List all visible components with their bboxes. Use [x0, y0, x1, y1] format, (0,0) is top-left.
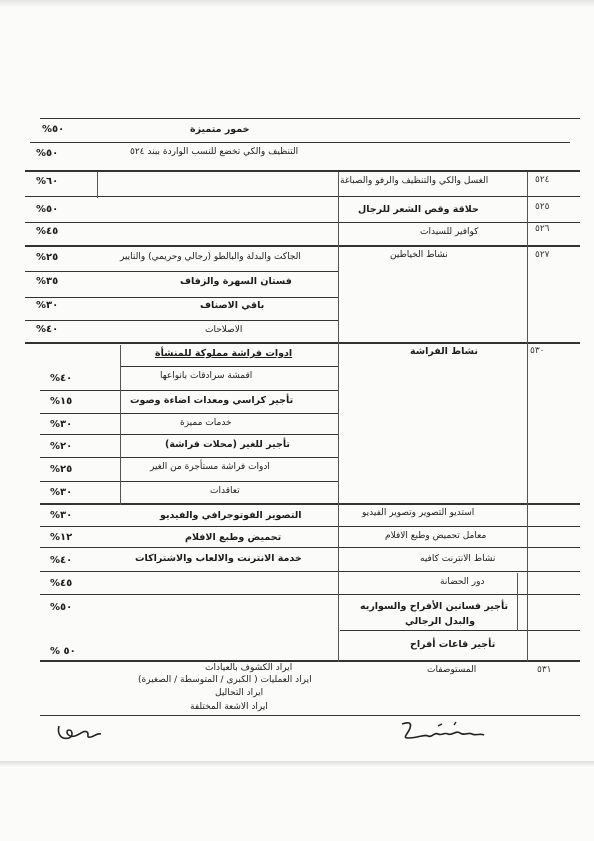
section-title: المستوصفات: [427, 665, 477, 675]
section-title: نشاط الفراشة: [410, 346, 478, 357]
row-activity: خدمات مميزة: [180, 418, 232, 428]
row-pct: %٥٠: [50, 602, 73, 613]
section-title: تأجير فساتين الأفراح والسواريه: [360, 601, 509, 612]
row-border: [40, 503, 580, 505]
row-activity: تحميض وطبع الافلام: [185, 532, 282, 543]
section-title: تأجير قاعات أفراح: [410, 639, 496, 650]
column-divider: [120, 345, 121, 505]
detail-line: ايراد الكشوف بالعيادات: [205, 663, 293, 673]
row-border: [340, 630, 580, 631]
row-pct: %٣٥: [36, 276, 59, 287]
row-pct: %٥٠: [36, 148, 59, 159]
row-pct: %٣٠: [50, 419, 73, 430]
scan-top-edge: [0, 0, 594, 8]
section-title: معامل تحميض وطبع الافلام: [385, 531, 487, 541]
row-pct: %٤٠: [50, 373, 73, 384]
row-activity: خمور متميزة: [190, 124, 250, 135]
row-border: [25, 170, 580, 172]
activity-code: ٥٢٤: [535, 175, 550, 185]
column-divider: [97, 172, 98, 198]
row-activity: حلاقة وقص الشعر للرجال: [358, 204, 479, 215]
row-activity: الغسل والكي والتنظيف والرفو والصباغة: [340, 176, 489, 186]
row-activity: تأجير كراسي ومعدات اضاءة وصوت: [130, 395, 294, 406]
row-border: [25, 196, 580, 197]
activity-code: ٥٢٧: [535, 250, 550, 260]
row-border: [40, 660, 580, 662]
row-activity: خدمة الانترنت والالعاب والاشتراكات: [135, 553, 302, 564]
activity-code: ٥٢٥: [535, 202, 550, 212]
detail-line: ايراد الاشعة المختلفة: [190, 702, 268, 712]
column-divider: [338, 172, 339, 662]
signature-right: [398, 718, 488, 746]
row-pct: %٣٠: [36, 300, 59, 311]
activity-code: ٥٣٠: [530, 346, 545, 356]
activity-code: ٥٢٦: [535, 224, 550, 234]
top-row-border: [40, 118, 580, 119]
row-border: [40, 434, 338, 435]
row-pct: %٢٠: [50, 441, 73, 452]
row-activity: فستان السهرة والزفاف: [180, 276, 292, 287]
row-pct: %٢٥: [36, 252, 59, 263]
signature-left: [55, 718, 105, 746]
row-pct: %٣٠: [50, 487, 73, 498]
row-activity: الاصلاحات: [205, 325, 243, 335]
section-title: نشاط الخياطين: [390, 250, 448, 260]
row-activity: باقي الاصناف: [200, 300, 265, 311]
row-pct: %٢٥: [50, 464, 73, 475]
row-pct: %١٥: [50, 396, 73, 407]
row-activity: تعاقدات: [210, 486, 240, 496]
section-title: استديو التصوير وتصوير الفيديو: [362, 508, 475, 518]
row-activity: التنظيف والكي تخضع للنسب الواردة ببند ٥٢٤: [130, 147, 299, 157]
row-border: [25, 271, 338, 272]
column-divider: [527, 172, 528, 662]
row-activity: ادوات فراشة مستأجرة من الغير: [150, 462, 270, 472]
row-pct: %٤٥: [50, 578, 73, 589]
activity-code: ٥٣١: [537, 665, 552, 675]
section-title: نشاط الانترنت كافيه: [420, 554, 496, 564]
detail-line: ايراد العمليات ( الكبرى / المتوسطة / الصغيرة): [138, 675, 312, 685]
row-border: [25, 320, 338, 321]
column-divider: [517, 573, 518, 631]
section-title: دور الحضانة: [440, 577, 485, 587]
row-pct: %٥٠: [42, 124, 65, 135]
row-pct: %٤٠: [36, 324, 59, 335]
row-border: [40, 715, 580, 716]
row-activity: ادوات فراشة مملوكة للمنشأة: [155, 348, 293, 359]
row-pct: %٤٠: [50, 555, 73, 566]
row-border: [40, 547, 580, 548]
row-border: [40, 594, 580, 595]
section-title-line2: والبدل الرجالي: [405, 616, 475, 627]
row-border: [40, 413, 338, 414]
row-pct: %٦٠: [36, 176, 59, 187]
row-border: [40, 481, 338, 482]
row-border: [40, 390, 338, 391]
row-border: [120, 366, 338, 367]
row-border: [25, 222, 580, 223]
row-pct: %١٢: [50, 532, 73, 543]
detail-line: ايراد التحاليل: [215, 688, 264, 698]
row-activity: التصوير الفوتوجرافي والفيديو: [160, 510, 302, 521]
row-border: [25, 245, 580, 247]
row-border: [40, 571, 580, 572]
row-activity: اقمشة سرادقات بانواعها: [160, 371, 253, 381]
row-border: [25, 342, 580, 344]
row-pct: % ٥٠: [50, 646, 76, 657]
row-pct: %٣٠: [50, 510, 73, 521]
row-pct: %٤٥: [36, 226, 59, 237]
row-border: [25, 297, 338, 298]
row-activity: كوافير للسيدات: [420, 227, 479, 237]
row-border: [30, 142, 570, 143]
scan-bottom-edge: [0, 761, 594, 767]
row-border: [40, 526, 580, 527]
row-activity: تأجير للغير (محلات فراشة): [165, 439, 290, 450]
row-pct: %٥٠: [36, 204, 59, 215]
row-border: [40, 457, 338, 458]
row-activity: الجاكت والبدلة والبالطو (رجالي وحريمي) والتايير: [120, 252, 301, 262]
